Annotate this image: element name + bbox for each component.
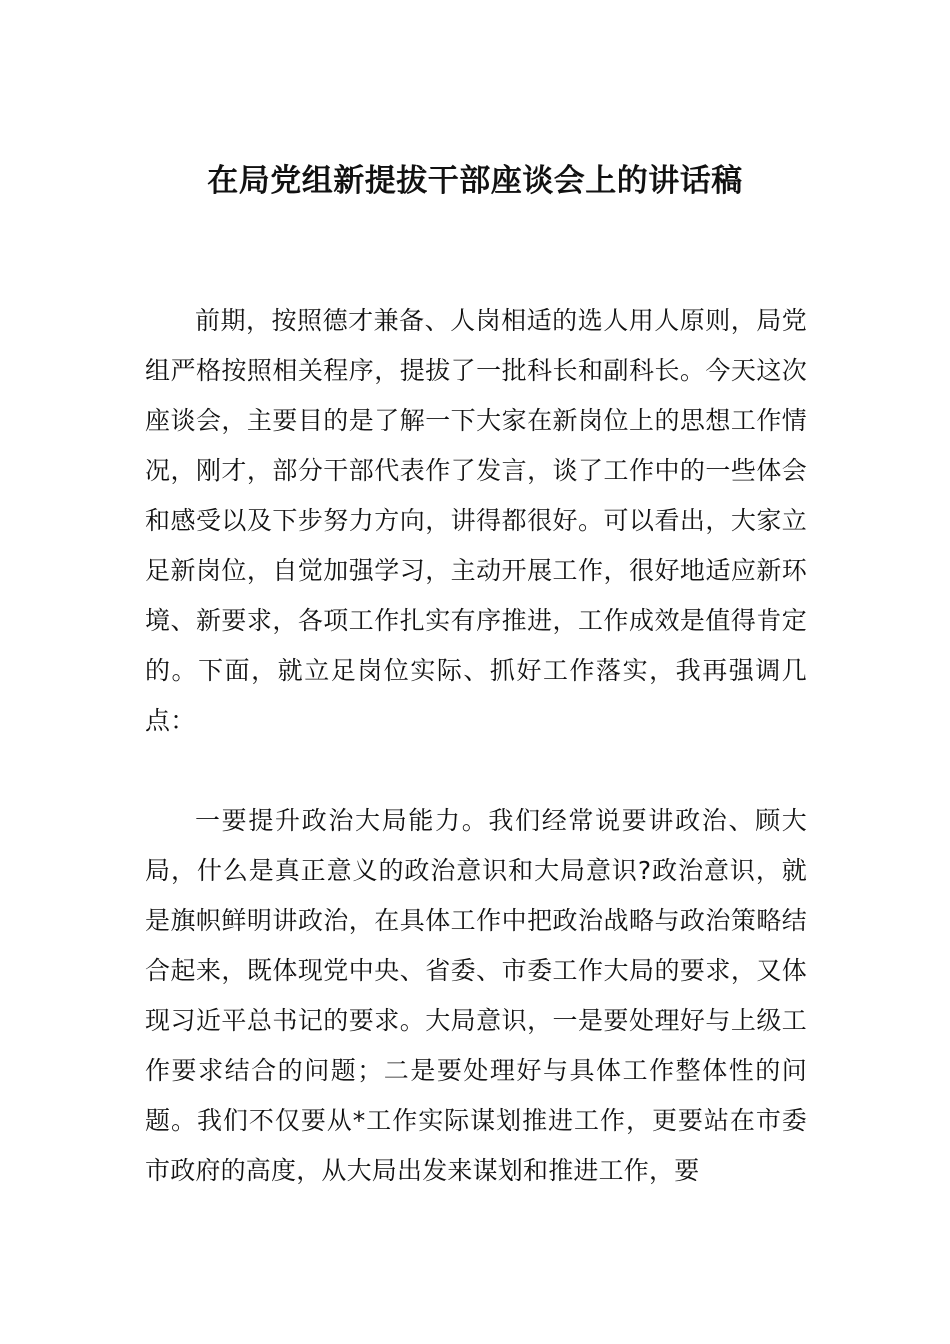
document-title: 在局党组新提拔干部座谈会上的讲话稿 bbox=[207, 163, 743, 199]
paragraph-point-one: 一要提升政治大局能力。我们经常说要讲政治、顾大局，什么是真正意义的政治意识和大局意识?政治意识，就是旗帜鲜明讲政治，在具体工作中把政治战略与政治策略结合起来，既体现党中央、省委、市委工作大局的要求，又体现习近平总书记的要求。大局意识，一是要处理好与上级工作要求结合的问题；二是要处理好与具体工作整体性的问题。我们不仅要从*工作实际谋划推进工作，更要站在市委市政府的高度，从大局出发来谋划和推进工作，要 bbox=[145, 806, 807, 1185]
paragraph-intro: 前期，按照德才兼备、人岗相适的选人用人原则，局党组严格按照相关程序，提拔了一批科长和副科长。今天这次座谈会，主要目的是了解一下大家在新岗位上的思想工作情况，刚才，部分干部代表作了发言，谈了工作中的一些体会和感受以及下步努力方向，讲得都很好。可以看出，大家立足新岗位，自觉加强学习，主动开展工作，很好地适应新环境、新要求，各项工作扎实有序推进，工作成效是值得肯定的。下面，就立足岗位实际、抓好工作落实，我再强调几点： bbox=[145, 306, 807, 735]
document-body bbox=[145, 296, 807, 1196]
